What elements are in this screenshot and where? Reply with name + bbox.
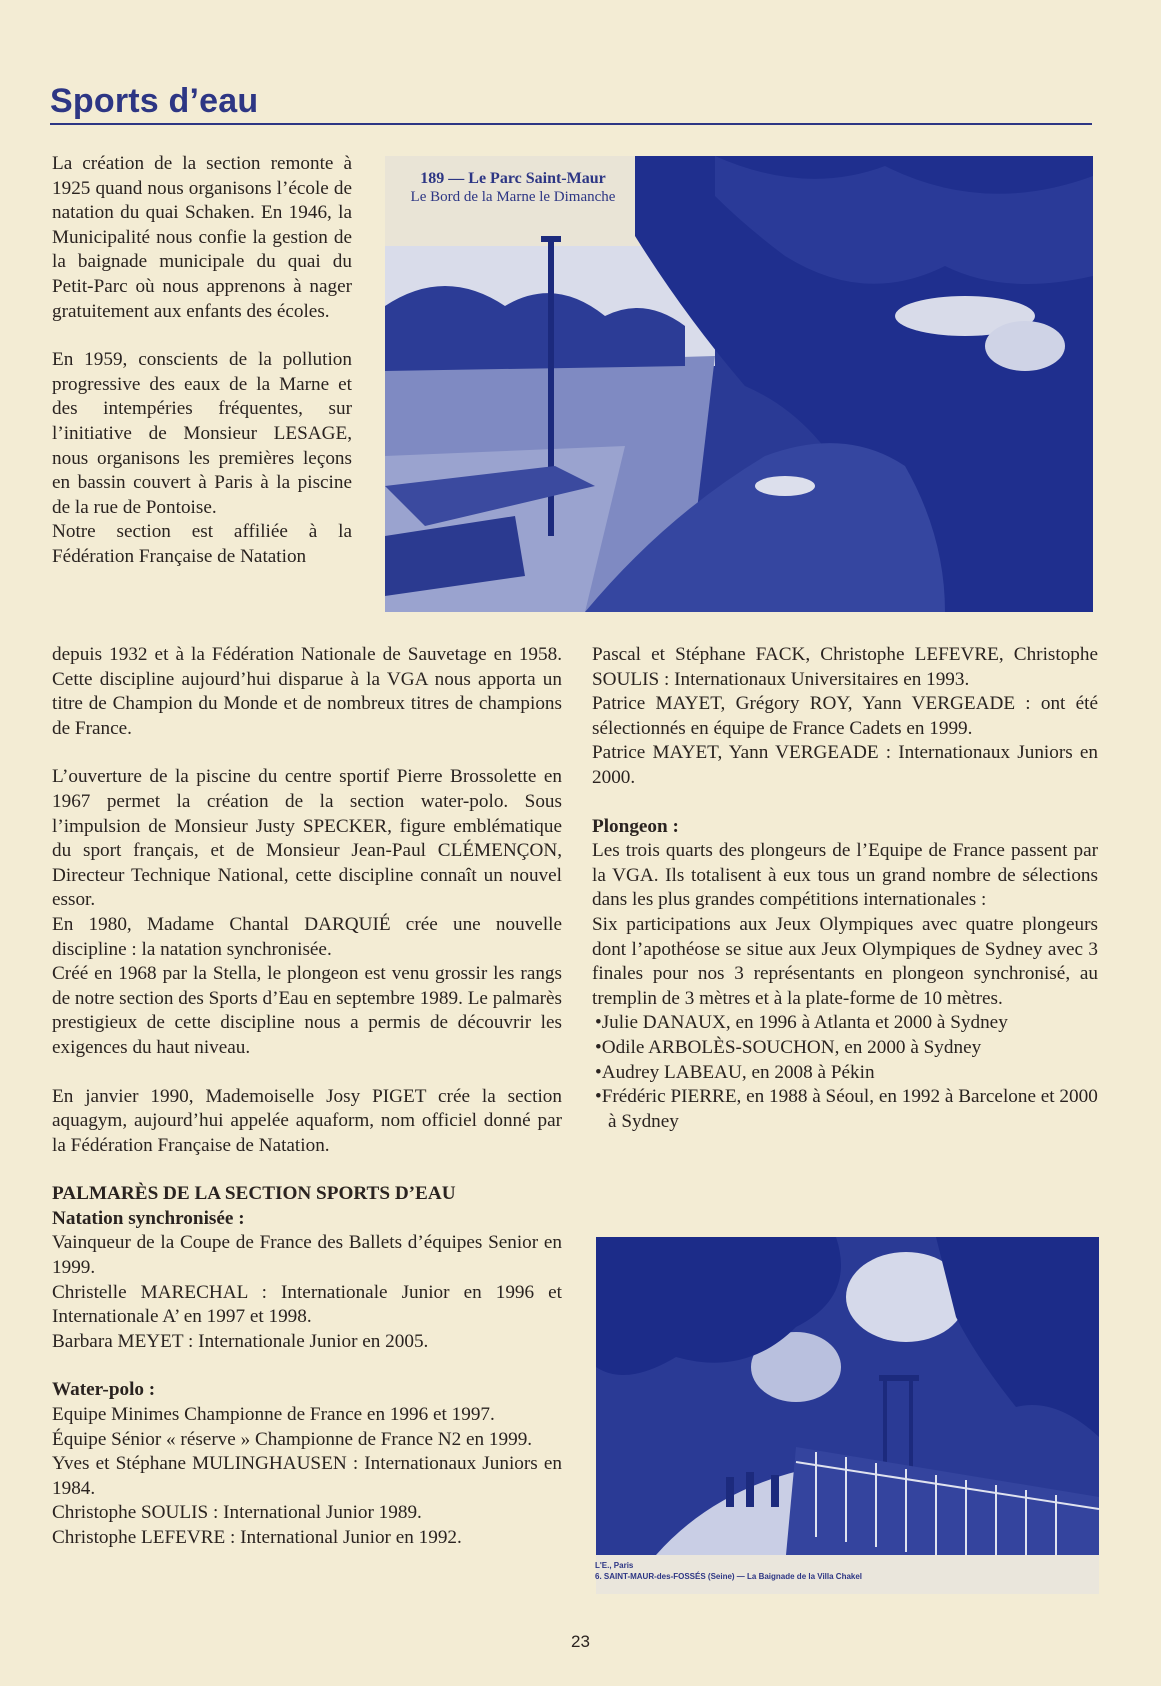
plongeon-olympian: •Audrey LABEAU, en 2008 à Pékin [595, 1061, 875, 1083]
water-polo-item: Equipe Minimes Championne de France en 1996 et 1997. [52, 1404, 495, 1426]
left-intro-column [52, 152, 352, 570]
paragraph-plongeon-history: Créé en 1968 par la Stella, le plongeon est venu grossir les rangs de notre section des Sports d’Eau en septembre 1989. Le palmarès prestigieux de cette discipline nous a permis de découvrir les exigences du haut niveau. [52, 963, 562, 1058]
title-rule [50, 123, 1092, 125]
water-polo-international-item: Pascal et Stéphane FACK, Christophe LEFEVRE, Christophe SOULIS : Internationaux Universitaires en 1993. [592, 644, 1098, 690]
left-main-column [52, 643, 562, 1551]
plongeon-heading: Plongeon : [592, 815, 679, 837]
water-polo-item: Yves et Stéphane MULINGHAUSEN : Internationaux Juniors en 1984. [52, 1453, 562, 1499]
photo-top-caption [388, 170, 638, 206]
paragraph-affiliation-end: depuis 1932 et à la Fédération Nationale de Sauvetage en 1958. Cette discipline aujourd’hui disparue à la VGA nous apporta un titre de Champion du Monde et de nombreux titres de champions de France. [52, 644, 562, 739]
synchro-item: Barbara MEYET : Internationale Junior en 2005. [52, 1330, 429, 1352]
photo-parc-saint-maur-art [385, 156, 1093, 612]
page-number: 23 [571, 1632, 590, 1651]
water-polo-international-item: Patrice MAYET, Grégory ROY, Yann VERGEADE : ont été sélectionnés en équipe de France Cadets en 1999. [592, 693, 1098, 739]
right-main-column [592, 643, 1098, 1134]
photo-bottom-caption-line1: L'E., Paris [595, 1561, 634, 1570]
paragraph-water-polo-history: L’ouverture de la piscine du centre sportif Pierre Brossolette en 1967 permet la création de la section water-polo. Sous l’impulsion de Monsieur Justy SPECKER, figure emblématique du sport français, et de Monsieur Jean-Paul CLÉMENÇON, Directeur Technique National, cette discipline connaît un nouvel essor. [52, 766, 562, 911]
plongeon-olympian: •Julie DANAUX, en 1996 à Atlanta et 2000 à Sydney [595, 1012, 1008, 1034]
photo-bottom-caption-line2: 6. SAINT-MAUR-des-FOSSÉS (Seine) — La Baignade de la Villa Chakel [595, 1572, 863, 1581]
paragraph-creation: La création de la section remonte à 1925 quand nous organisons l’école de natation du quai Schaken. En 1946, la Municipalité nous confie la gestion de la baignade municipale du quai du Petit-Parc où nous apprenons à nager gratuitement aux enfants des écoles. [52, 153, 352, 322]
synchro-item: Christelle MARECHAL : Internationale Junior en 1996 et Internationale A’ en 1997 et 1998. [52, 1281, 562, 1328]
water-polo-item: Christophe LEFEVRE : International Junior en 1992. [52, 1527, 462, 1548]
photo-bottom-caption [595, 1560, 1095, 1582]
water-polo-heading: Water-polo : [52, 1379, 156, 1401]
palmares-heading: PALMARÈS DE LA SECTION SPORTS D’EAU [52, 1183, 456, 1205]
water-polo-item: Christophe SOULIS : International Junior 1989. [52, 1502, 422, 1524]
paragraph-affiliation-start: Notre section est affiliée à la Fédération Française de Natation [52, 521, 352, 567]
plongeon-paragraph: Les trois quarts des plongeurs de l’Equipe de France passent par la VGA. Ils totalisent à eux tous un grand nombre de sélections dans les plus grandes compétitions internationales : [592, 840, 1098, 911]
water-polo-international-item: Patrice MAYET, Yann VERGEADE : Internationaux Juniors en 2000. [592, 742, 1098, 788]
paragraph-1959: En 1959, conscients de la pollution progressive des eaux de la Marne et des intempéries fréquentes, sur l’initiative de Monsieur LESAGE, nous organisons les premières leçons en bassin couvert à Paris à la piscine de la rue de Pontoise. [52, 349, 352, 518]
water-polo-item: Équipe Sénior « réserve » Championne de France N2 en 1999. [52, 1428, 533, 1450]
page-title: Sports d’eau [50, 82, 259, 120]
photo-top-caption-line1: 189 — Le Parc Saint-Maur [420, 170, 606, 187]
synchro-heading: Natation synchronisée : [52, 1207, 245, 1229]
photo-top-caption-line2: Le Bord de la Marne le Dimanche [410, 189, 616, 205]
plongeon-olympian: •Odile ARBOLÈS-SOUCHON, en 2000 à Sydney [595, 1036, 982, 1058]
synchro-item: Vainqueur de la Coupe de France des Ballets d’équipes Senior en 1999. [52, 1232, 562, 1279]
plongeon-olympian: •Frédéric PIERRE, en 1988 à Séoul, en 1992 à Barcelone et 2000 à Sydney [595, 1086, 1098, 1132]
paragraph-aquagym-history: En janvier 1990, Mademoiselle Josy PIGET crée la section aquagym, aujourd’hui appelée aquaform, nom officiel donné par la Fédération Française de Natation. [52, 1085, 562, 1156]
photo-baignade-villa-chakel [596, 1237, 1099, 1594]
paragraph-synchro-history: En 1980, Madame Chantal DARQUIÉ crée une nouvelle discipline : la natation synchronisée. [52, 913, 562, 960]
photo-baignade-villa-chakel-art [596, 1237, 1099, 1594]
plongeon-olympics-paragraph: Six participations aux Jeux Olympiques avec quatre plongeurs dont l’apothéose se situe aux Jeux Olympiques de Sydney avec 3 finales pour nos 3 représentants en plongeon synchronisé, au tremplin de 3 mètres et à la plate-forme de 10 mètres. [592, 913, 1098, 1009]
photo-parc-saint-maur [385, 156, 1093, 612]
